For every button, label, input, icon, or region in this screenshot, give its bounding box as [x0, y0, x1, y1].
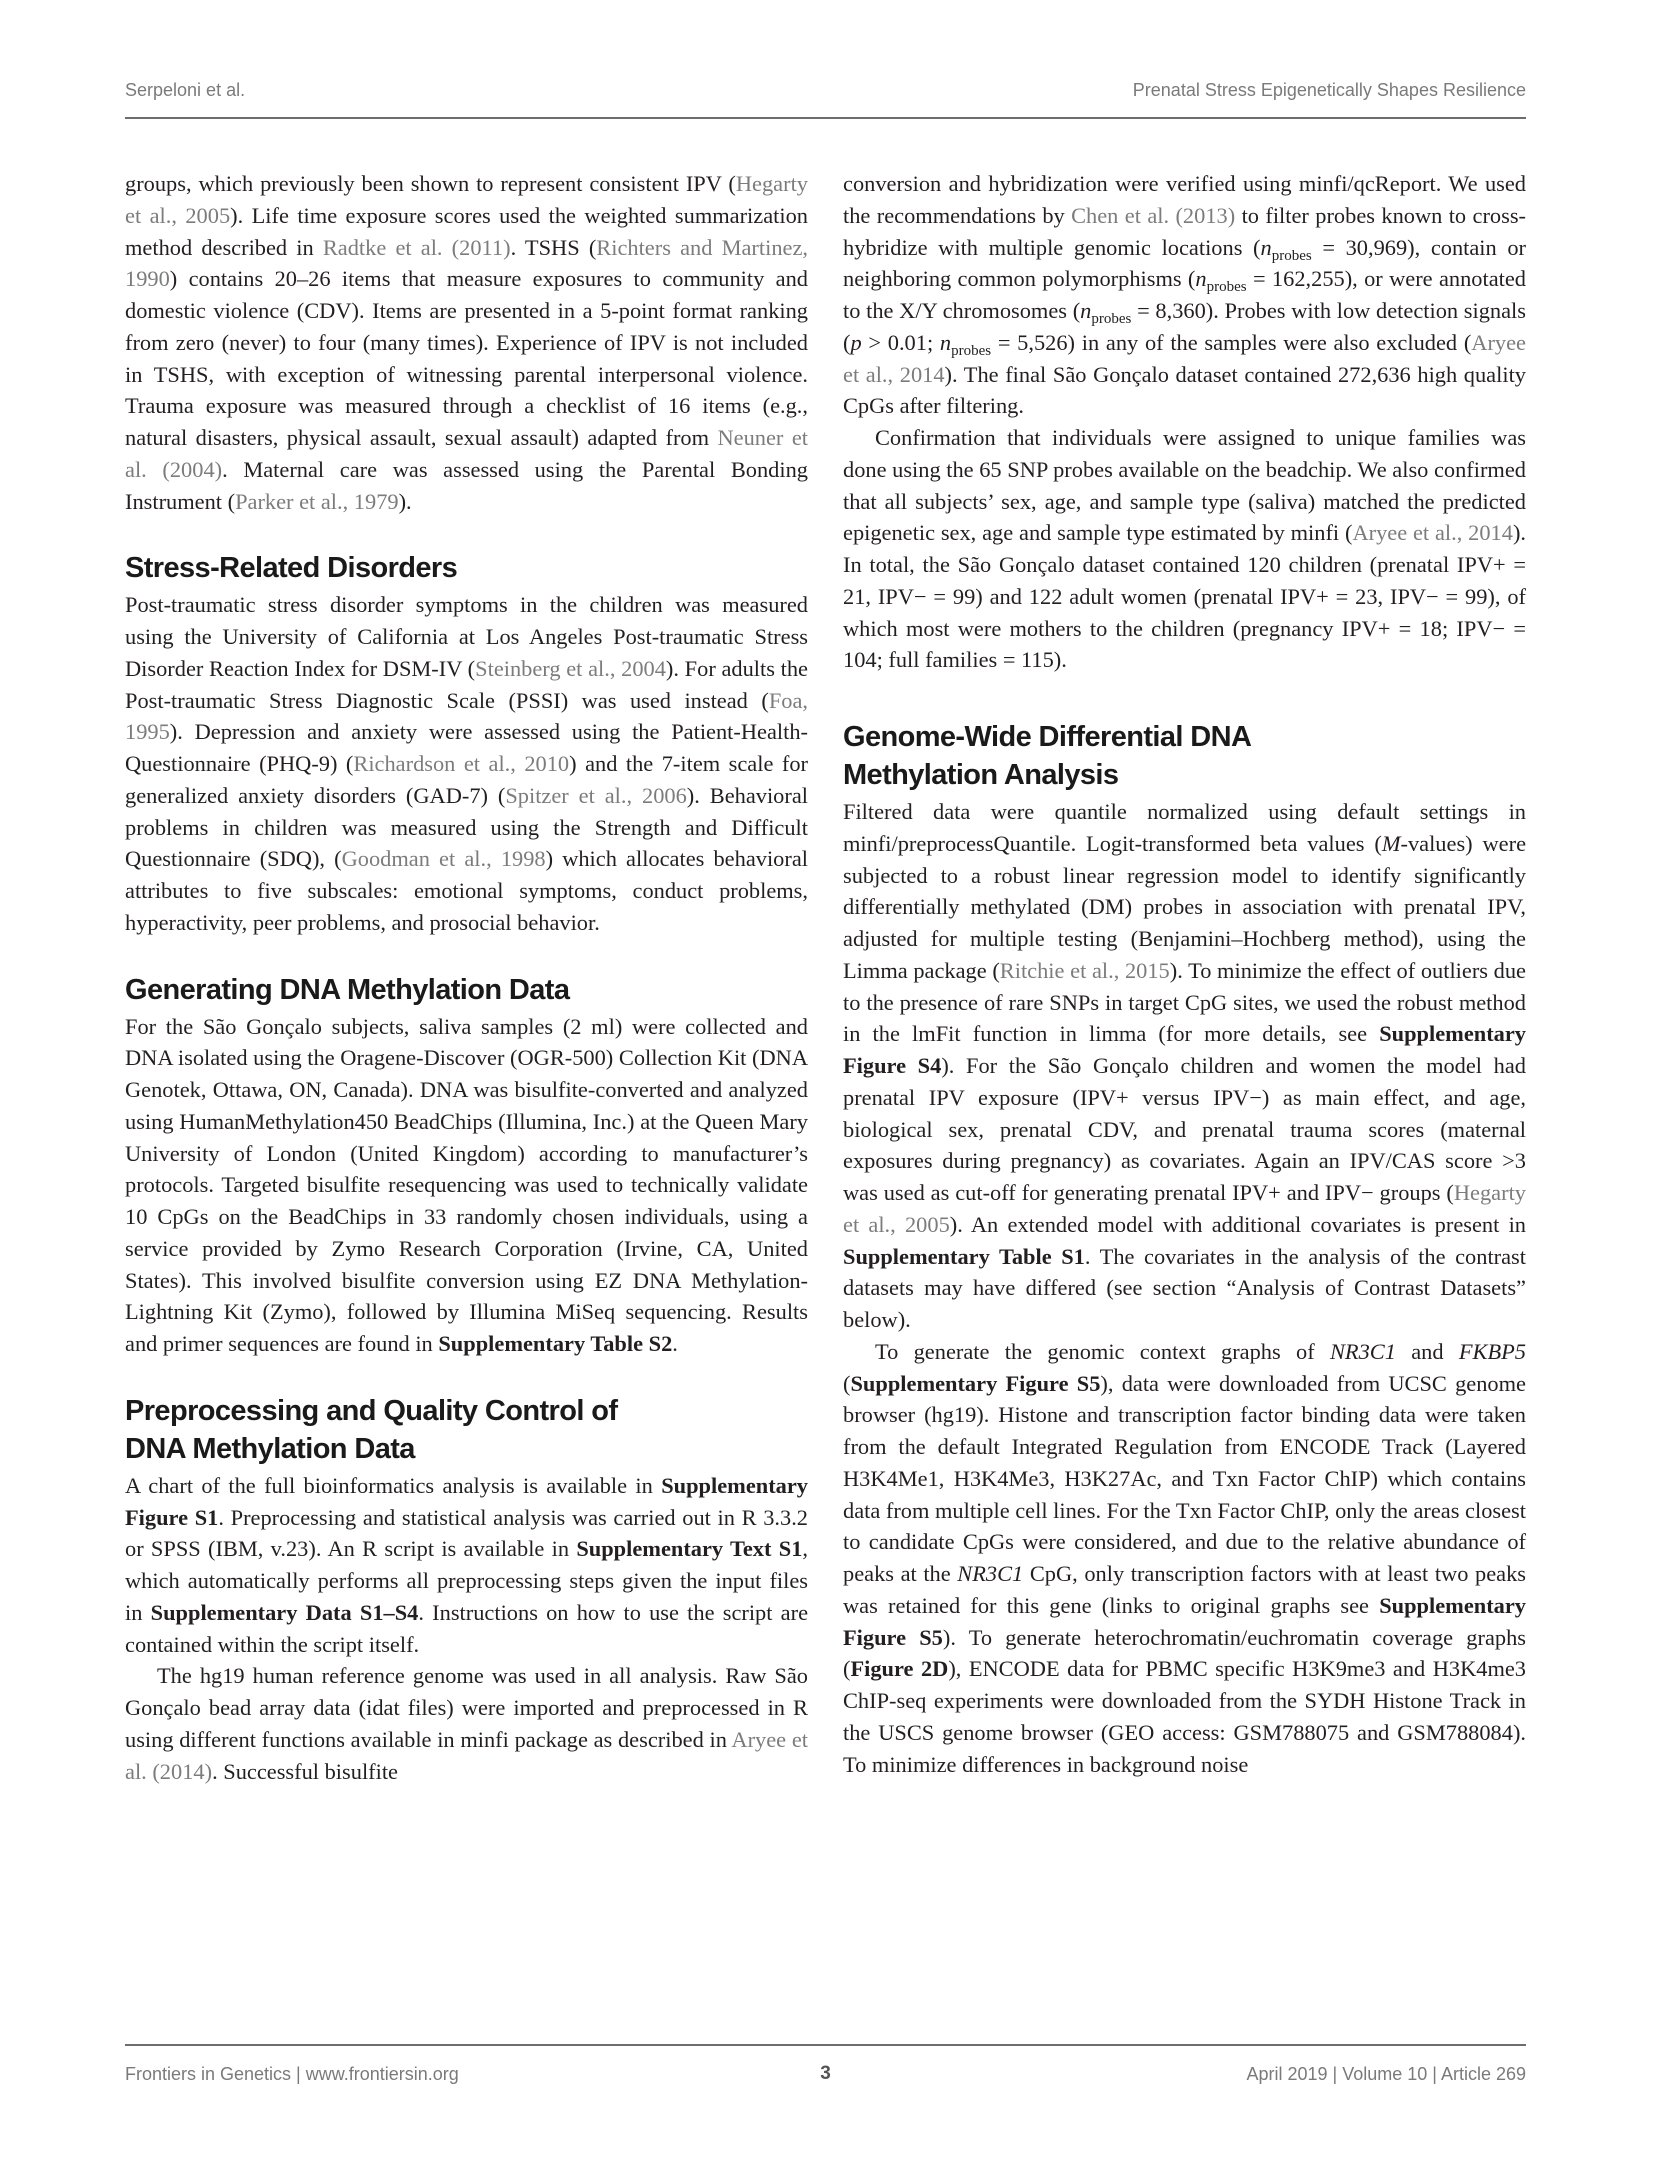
supplementary-reference: Supplementary Text S1	[576, 1536, 803, 1562]
citation-link[interactable]: Spitzer et al., 2006	[505, 782, 687, 808]
heading-line-2: DNA Methylation Data	[125, 1432, 415, 1465]
italic-term: NR3C1	[957, 1561, 1024, 1586]
footer-journal-link[interactable]: Frontiers in Genetics | www.frontiersin.org	[125, 2063, 459, 2084]
citation-link[interactable]: Hegarty et al., 2005	[843, 1180, 1526, 1237]
italic-term: M	[1381, 830, 1401, 856]
section-genome-wide-differential-methylation	[843, 718, 1526, 1780]
supplementary-reference: Supplementary Table S2	[438, 1331, 673, 1356]
header-authors: Serpeloni et al.	[125, 79, 246, 100]
citation-link[interactable]: Radtke et al. (2011)	[322, 234, 511, 260]
citation-link[interactable]: Aryee et al., 2014	[1352, 520, 1513, 546]
heading-line-1: Genome-Wide Differential DNA	[843, 721, 1252, 753]
citation-link[interactable]: Ritchie et al., 2015	[999, 957, 1170, 983]
header-rule	[125, 117, 1526, 119]
section-heading	[843, 718, 1526, 794]
running-header	[125, 76, 1526, 104]
supplementary-reference: Figure 2D	[850, 1656, 949, 1682]
italic-term: FKBP5	[1458, 1338, 1526, 1364]
right-column	[843, 168, 1526, 1787]
subscript: probes	[1206, 279, 1247, 296]
footer-rule	[125, 2044, 1526, 2046]
section-paragraph: To generate the genomic context graphs of NR3C1 and FKBP5 (Supplementary Figure S5), data were downloaded from UCSC genome browser (hg19). Histone and transcription factor binding data were taken from the default Integrated Regulation from ENCODE Track (Layered H3K4Me1, H3K4Me3, H3K27Ac, and Txn Factor ChIP) which contains data from multiple cell lines. For the Txn Factor ChIP, only the areas closest to candidate CpGs were considered, and due to the relative abundance of peaks at the NR3C1 CpG, only transcription factors with at least two peaks was retained for this gene (links to original graphs see Supplementary Figure S5). To generate heterochromatin/euchromatin coverage graphs (Figure 2D), ENCODE data for PBMC specific H3K9me3 and H3K4me3 ChIP-seq experiments were downloaded from the SYDH Histone Track in the USCS genome browser (GEO access: GSM788075 and GSM788084). To minimize differences in background noise	[843, 1338, 1526, 1777]
footer-issue-info: April 2019 | Volume 10 | Article 269	[1246, 2063, 1526, 2084]
citation-link[interactable]: Chen et al. (2013)	[1071, 202, 1236, 228]
section-paragraph: A chart of the full bioinformatics analysis is available in Supplementary Figure S1. Preprocessing and statistical analysis was carried out in R 3.3.2 or SPSS (IBM, v.23). An R script is available in Supplementary Text S1, which automatically performs all preprocessing steps given the input files in Supplementary Data S1–S4. Instructions on how to use the script are contained within the script itself.	[125, 1472, 809, 1657]
subscript: probes	[951, 342, 992, 359]
supplementary-reference: Supplementary Figure S5	[843, 1592, 1526, 1650]
section-paragraph: For the São Gonçalo subjects, saliva samples (2 ml) were collected and DNA isolated using the Oragene-Discover (OGR-500) Collection Kit (DNA Genotek, Ottawa, ON, Canada). DNA was bisulfite-converted and analyzed using HumanMethylation450 BeadChips (Illumina, Inc.) at the Queen Mary University of London (United Kingdom) according to manufacturer’s protocols. Targeted bisulfite resequencing was used to technically validate 10 CpGs on the BeadChips in 33 randomly chosen individuals, using a service provided by Zymo Research Corporation (Irvine, CA, United States). This involved bisulfite conversion using EZ DNA Methylation-Lightning Kit (Zymo), followed by Illumina MiSeq sequencing. Results and primer sequences are found in Supplementary Table S2.	[125, 1013, 808, 1356]
italic-term: NR3C1	[1329, 1338, 1396, 1364]
left-column	[125, 168, 808, 1787]
citation-link[interactable]: Richardson et al., 2010	[353, 751, 570, 776]
page-footer	[125, 2060, 1526, 2088]
intro-paragraph: groups, which previously been shown to represent consistent IPV (Hegarty et al., 2005). Life time exposure scores used the weighted summarization method described in Radtke et al. (2011). TSHS (Richters and Martinez, 1990) contains 20–26 items that measure exposures to community and domestic violence (CDV). Items are presented in a 5-point format ranking from zero (never) to four (many times). Experience of IPV is not included in TSHS, with exception of witnessing parental interpersonal violence. Trauma exposure was measured through a checklist of 16 items (e.g., natural disasters, physical assault, sexual assault) adapted from Neuner et al. (2004). Maternal care was assessed using the Parental Bonding Instrument (Parker et al., 1979).	[125, 171, 808, 514]
supplementary-reference: Supplementary Data S1–S4	[150, 1599, 419, 1625]
citation-link[interactable]: Neuner et al. (2004)	[125, 425, 808, 482]
citation-link[interactable]: Richters and Martinez, 1990	[125, 234, 808, 292]
citation-link[interactable]: Goodman et al., 1998	[341, 846, 546, 872]
citation-link[interactable]: Aryee et al., 2014	[843, 329, 1526, 387]
subscript: probes	[1091, 311, 1132, 327]
italic-term: n	[1195, 266, 1207, 292]
section-stress-related-disorders	[125, 549, 808, 938]
italic-term: n	[1080, 298, 1092, 323]
citation-link[interactable]: Parker et al., 1979	[235, 488, 399, 514]
section-paragraph: Filtered data were quantile normalized using default settings in minfi/preprocessQuantile. Logit-transformed beta values (M-values) were subjected to a robust linear regression model to identify significantly differentially methylated (DM) probes in association with prenatal IPV, adjusted for multiple testing (Benjamini–Hochberg method), using the Limma package (Ritchie et al., 2015). To minimize the effect of outliers due to the presence of rare SNPs in target CpG sites, we used the robust method in the lmFit function in limma (for more details, see Supplementary Figure S4). For the São Gonçalo children and women the model had prenatal IPV exposure (IPV+ versus IPV−) as main effect, and age, biological sex, prenatal CDV, and prenatal trauma scores (maternal exposures during pregnancy) as covariates. Again an IPV/CAS score >3 was used as cut-off for generating prenatal IPV+ and IPV− groups (Hegarty et al., 2005). An extended model with additional covariates is present in Supplementary Table S1. The covariates in the analysis of the contrast datasets may have differed (see section “Analysis of Contrast Datasets” below).	[843, 799, 1527, 1332]
supplementary-reference: Supplementary Table S1	[843, 1243, 1085, 1269]
italic-term: n	[1260, 234, 1272, 260]
citation-link[interactable]: Aryee et al. (2014)	[125, 1726, 808, 1784]
confirmation-paragraph: Confirmation that individuals were assigned to unique families was done using the 65 SNP probes available on the beadchip. We also confirmed that all subjects’ sex, age, and sample type (saliva) matched the predicted epigenetic sex, age and sample type estimated by minfi (Aryee et al., 2014). In total, the São Gonçalo dataset contained 120 children (prenatal IPV+ = 21, IPV− = 99) and 122 adult women (prenatal IPV+ = 23, IPV− = 99), of which most were mothers to the children (pregnancy IPV+ = 18; IPV− = 104; full families = 115).	[843, 425, 1526, 673]
citation-link[interactable]: Steinberg et al., 2004	[475, 655, 666, 681]
section-paragraph: The hg19 human reference genome was used in all analysis. Raw São Gonçalo bead array data (idat files) were imported and preprocessed in R using different functions available in minfi package as described in Aryee et al. (2014). Successful bisulfite	[125, 1663, 808, 1784]
section-paragraph: Post-traumatic stress disorder symptoms in the children was measured using the University of California at Los Angeles Post-traumatic Stress Disorder Reaction Index for DSM-IV (Steinberg et al., 2004). For adults the Post-traumatic Stress Diagnostic Scale (PSSI) was used instead (Foa, 1995). Depression and anxiety were assessed using the Patient-Health-Questionnaire (PHQ-9) (Richardson et al., 2010) and the 7-item scale for generalized anxiety disorders (GAD-7) (Spitzer et al., 2006). Behavioral problems in children was measured using the Strength and Difficult Questionnaire (SDQ), (Goodman et al., 1998) which allocates behavioral attributes to five subscales: emotional symptoms, conduct problems, hyperactivity, peer problems, and prosocial behavior.	[125, 592, 808, 935]
supplementary-reference: Supplementary Figure S1	[125, 1472, 808, 1530]
section-preprocessing-quality-control	[125, 1392, 808, 1788]
citation-link[interactable]: Hegarty et al., 2005	[125, 171, 808, 228]
qc-paragraph: conversion and hybridization were verified using minfi/qcReport. We used the recommendations by Chen et al. (2013) to filter probes known to cross-hybridize with multiple genomic locations $(n_{probes} = 30,969)$, contain or neighboring common polymorphisms $(n_{probes} = 162,255)$, or were annotated to the X/Y chromosomes $(n_{probes} = 8,360)$. Probes with low detection signals (p > 0.01; $n_{probes} = 5,526$) in any of the samples were also excluded (Aryee et al., 2014). The final São Gonçalo dataset contained 272,636 high quality CpGs after filtering.	[843, 171, 1527, 419]
italic-term: p	[850, 329, 862, 355]
section-heading: Generating DNA Methylation Data	[125, 973, 570, 1006]
supplementary-reference: Supplementary Figure S4	[843, 1021, 1526, 1078]
supplementary-reference: Supplementary Figure S5	[850, 1370, 1101, 1396]
article-body	[125, 168, 1526, 1787]
section-heading: Stress-Related Disorders	[125, 552, 458, 585]
page-number: 3	[820, 2063, 831, 2084]
section-heading	[125, 1392, 808, 1468]
section-generating-dna-methylation-data	[125, 971, 808, 1360]
heading-line-1: Preprocessing and Quality Control of	[125, 1394, 618, 1427]
subscript: probes	[1271, 247, 1312, 264]
italic-term: n	[939, 329, 952, 355]
citation-link[interactable]: Foa, 1995	[125, 687, 808, 745]
heading-line-2: Methylation Analysis	[843, 759, 1119, 791]
header-short-title: Prenatal Stress Epigenetically Shapes Resilience	[1132, 79, 1526, 100]
